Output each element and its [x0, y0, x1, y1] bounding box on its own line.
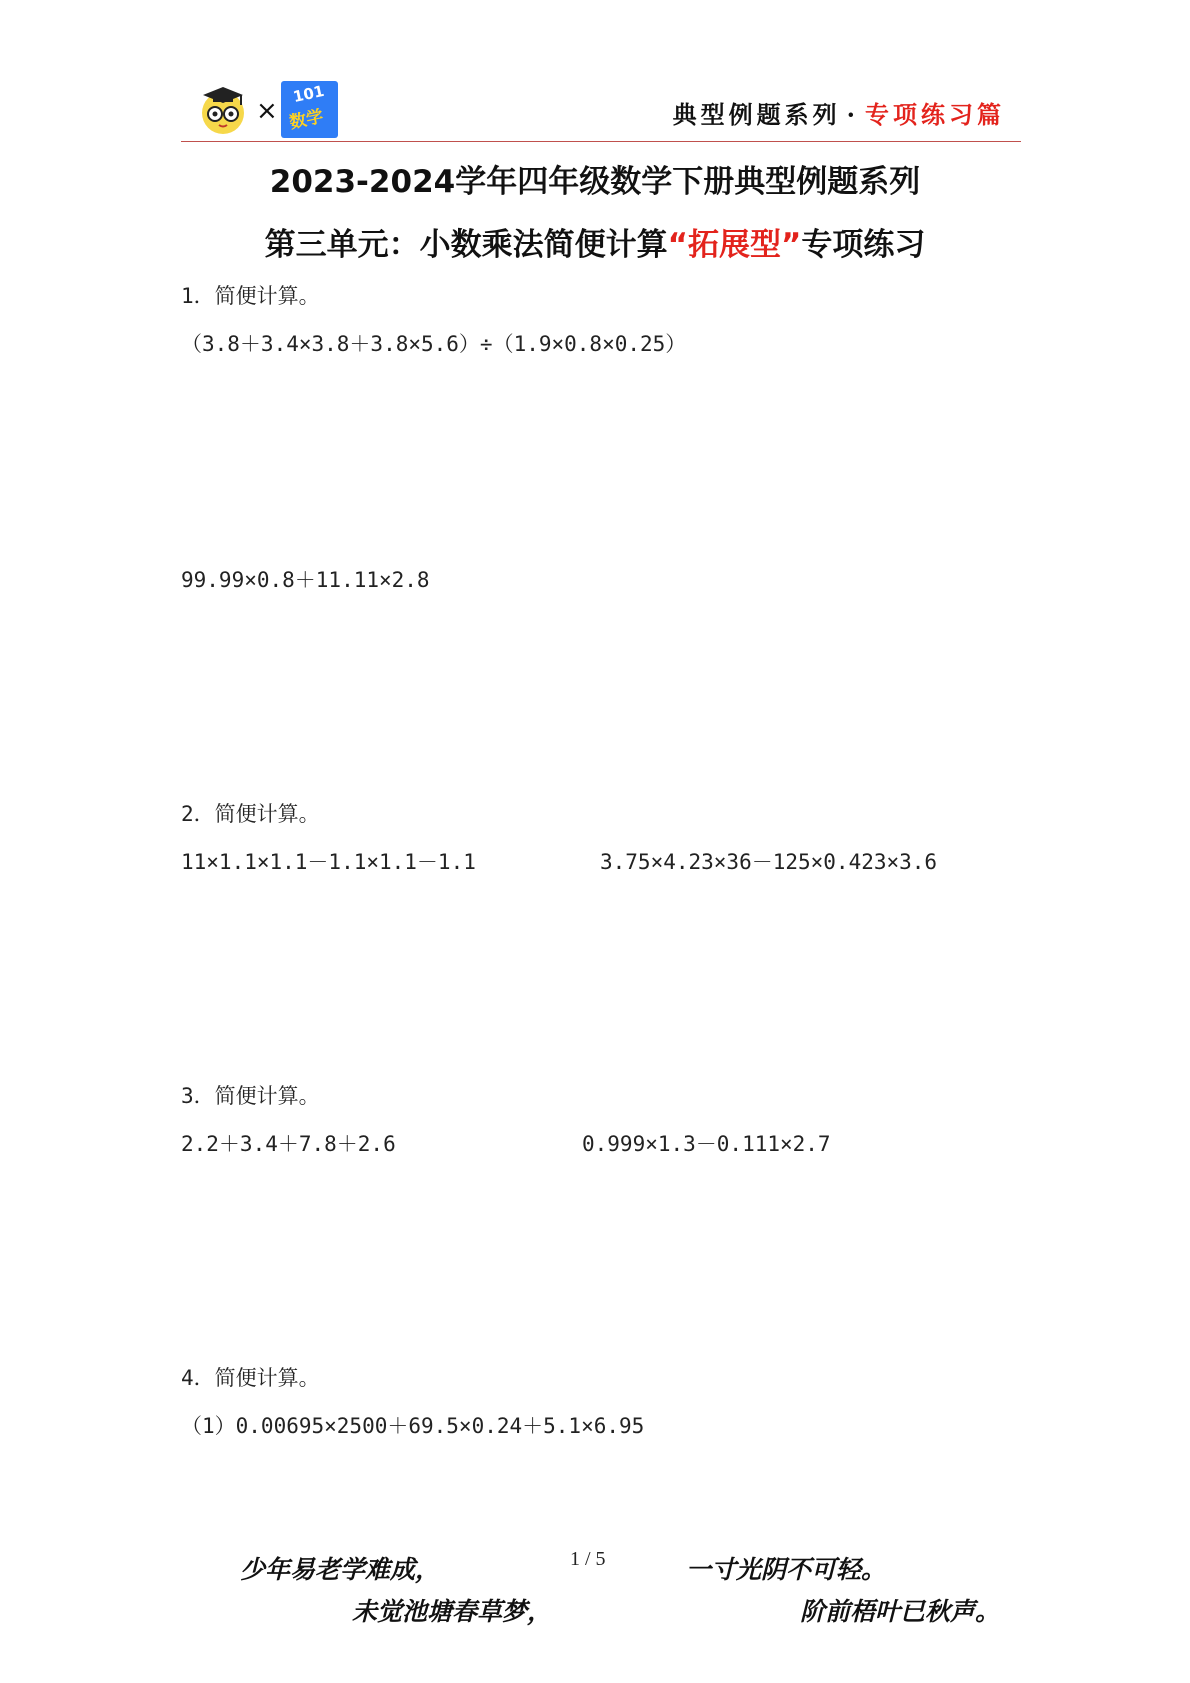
problem-expression: 99.99×0.8＋11.11×2.8: [181, 568, 430, 592]
question-heading: 2．简便计算。: [181, 802, 320, 826]
footer-poem-line: 阶前梧叶已秋声。: [800, 1597, 1001, 1626]
problem-expression: 3.75×4.23×36－125×0.423×3.6: [600, 850, 938, 874]
footer-poem-line: 少年易老学难成，: [240, 1555, 441, 1584]
subtitle-highlight: “拓展型”: [667, 227, 802, 263]
math101-logo-text: 数学: [287, 106, 326, 134]
header-divider: [181, 141, 1021, 142]
footer-poem-line: 未觉池塘春草梦，: [352, 1597, 553, 1626]
document-title: 2023-2024学年四年级数学下册典型例题系列: [269, 164, 921, 200]
question-heading: 4．简便计算。: [181, 1366, 320, 1390]
problem-expression: （3.8＋3.4×3.8＋3.8×5.6）÷（1.9×0.8×0.25）: [181, 332, 687, 356]
document-subtitle: [0, 219, 1190, 264]
math101-logo: [281, 81, 338, 138]
series-dot: ·: [846, 100, 859, 129]
logo-cross: ×: [256, 96, 278, 126]
owl-logo-icon: [199, 81, 247, 135]
math101-logo-number: 101: [291, 81, 326, 107]
subtitle-main: 第三单元：小数乘法简便计算: [264, 227, 668, 263]
series-subtitle: 专项练习篇: [865, 100, 1005, 129]
subtitle-tail: 专项练习: [801, 227, 926, 263]
series-label: [673, 95, 1005, 130]
question-heading: 3．简便计算。: [181, 1084, 320, 1108]
question-heading: 1．简便计算。: [181, 284, 320, 308]
problem-expression: 2.2＋3.4＋7.8＋2.6: [181, 1132, 396, 1156]
series-name: 典型例题系列: [672, 100, 841, 129]
problem-expression: 0.999×1.3－0.111×2.7: [582, 1132, 831, 1156]
problem-expression: 11×1.1×1.1－1.1×1.1－1.1: [181, 850, 476, 874]
problem-expression: （1）0.00695×2500＋69.5×0.24＋5.1×6.95: [181, 1414, 645, 1438]
page-number: 1 / 5: [570, 1548, 606, 1570]
footer-poem-line: 一寸光阴不可轻。: [686, 1555, 887, 1584]
